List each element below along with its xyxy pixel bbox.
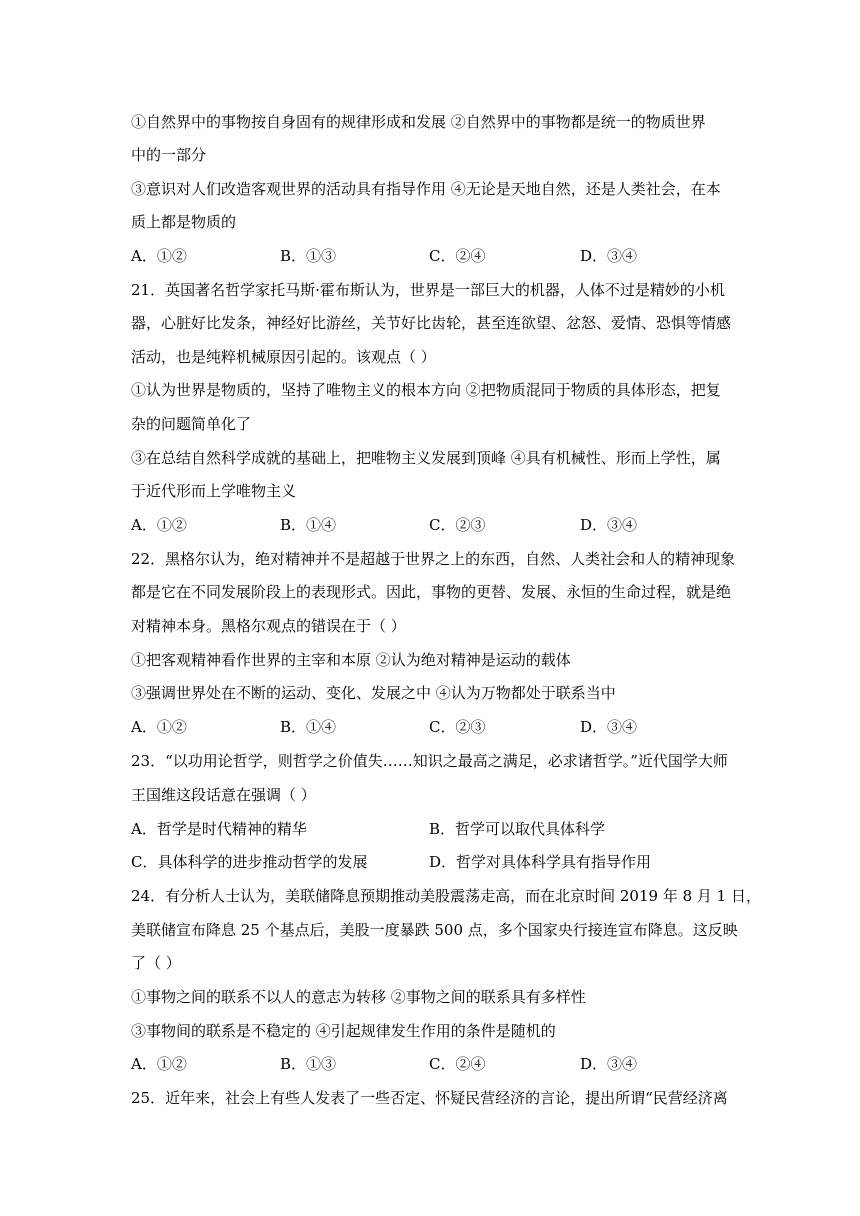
choice-c[interactable]: C．具体科学的进步推动哲学的发展 xyxy=(131,853,368,871)
q23-choices-row1 xyxy=(131,819,751,839)
choice-a[interactable]: A．①② xyxy=(131,247,187,265)
choice-b[interactable]: B．①④ xyxy=(280,516,337,534)
q24-option-line: ③事物间的联系是不稳定的 ④引起规律发生作用的条件是随机的 xyxy=(131,1022,556,1040)
choice-b[interactable]: B．①③ xyxy=(280,247,337,265)
choice-a[interactable]: A．①② xyxy=(131,718,187,736)
q22-stem-line: 22．黑格尔认为，绝对精神并不是超越于世界之上的东西，自然、人类社会和人的精神现象 xyxy=(131,550,736,568)
choice-c[interactable]: C．②④ xyxy=(429,247,486,265)
q24-stem-line: 24．有分析人士认为，美联储降息预期推动美股震荡走高，而在北京时间 2019 年 8 月 1 日， xyxy=(131,887,761,905)
choice-a[interactable]: A．①② xyxy=(131,1055,187,1073)
choice-b[interactable]: B．哲学可以取代具体科学 xyxy=(429,820,606,838)
choice-c[interactable]: C．②④ xyxy=(429,1055,486,1073)
q21-choices xyxy=(131,515,751,535)
q23-choices-row2 xyxy=(131,852,751,872)
q23-stem-line: 王国维这段话意在强调（ ） xyxy=(131,786,316,804)
choice-b[interactable]: B．①④ xyxy=(280,718,337,736)
q20-option-line: ①自然界中的事物按自身固有的规律形成和发展 ②自然界中的事物都是统一的物质世界 xyxy=(131,113,706,131)
choice-d[interactable]: D．③④ xyxy=(580,1055,638,1073)
q20-option-line: ③意识对人们改造客观世界的活动具有指导作用 ④无论是天地自然，还是人类社会，在本 xyxy=(131,180,721,198)
q24-option-line: ①事物之间的联系不以人的意志为转移 ②事物之间的联系具有多样性 xyxy=(131,988,586,1006)
q21-option-line: ③在总结自然科学成就的基础上，把唯物主义发展到顶峰 ④具有机械性、形而上学性，属 xyxy=(131,449,721,467)
choice-a[interactable]: A．①② xyxy=(131,516,187,534)
q21-stem-line: 21．英国著名哲学家托马斯·霍布斯认为，世界是一部巨大的机器，人体不过是精妙的小机 xyxy=(131,281,725,299)
q22-stem-line: 都是它在不同发展阶段上的表现形式。因此，事物的更替、发展、永恒的生命过程，就是绝 xyxy=(131,583,732,601)
q21-stem-line: 器，心脏好比发条，神经好比游丝，关节好比齿轮，甚至连欲望、忿怒、爱情、恐惧等情感 xyxy=(131,314,732,332)
q24-stem-line: 了（ ） xyxy=(131,954,181,972)
q25-stem-line: 25．近年来，社会上有些人发表了一些否定、怀疑民营经济的言论，提出所谓“民营经济离 xyxy=(131,1089,728,1107)
q21-option-line: ①认为世界是物质的，坚持了唯物主义的根本方向 ②把物质混同于物质的具体形态，把复 xyxy=(131,381,721,399)
q21-stem-line: 活动，也是纯粹机械原因引起的。该观点（ ） xyxy=(131,348,436,366)
q22-option-line: ①把客观精神看作世界的主宰和本原 ②认为绝对精神是运动的载体 xyxy=(131,651,571,669)
choice-d[interactable]: D．③④ xyxy=(580,718,638,736)
choice-c[interactable]: C．②③ xyxy=(429,516,486,534)
q21-option-line: 于近代形而上学唯物主义 xyxy=(131,482,297,500)
q20-option-line: 质上都是物质的 xyxy=(131,213,237,231)
q22-stem-line: 对精神本身。黑格尔观点的错误在于（ ） xyxy=(131,617,406,635)
q24-stem-line: 美联储宣布降息 25 个基点后，美股一度暴跌 500 点，多个国家央行接连宣布降息。这反映 xyxy=(131,921,738,939)
q20-choices xyxy=(131,246,751,266)
q24-choices xyxy=(131,1054,751,1074)
choice-c[interactable]: C．②③ xyxy=(429,718,486,736)
q21-option-line: 杂的问题简单化了 xyxy=(131,415,252,433)
q22-option-line: ③强调世界处在不断的运动、变化、发展之中 ④认为万物都处于联系当中 xyxy=(131,684,616,702)
choice-b[interactable]: B．①③ xyxy=(280,1055,337,1073)
q22-choices xyxy=(131,717,751,737)
choice-a[interactable]: A．哲学是时代精神的精华 xyxy=(131,820,307,838)
q23-stem-line: 23．“以功用论哲学，则哲学之价值失……知识之最高之满足，必求诸哲学。”近代国学大师 xyxy=(131,752,728,770)
choice-d[interactable]: D．哲学对具体科学具有指导作用 xyxy=(429,853,652,871)
choice-d[interactable]: D．③④ xyxy=(580,247,638,265)
q20-option-line: 中的一部分 xyxy=(131,146,207,164)
choice-d[interactable]: D．③④ xyxy=(580,516,638,534)
